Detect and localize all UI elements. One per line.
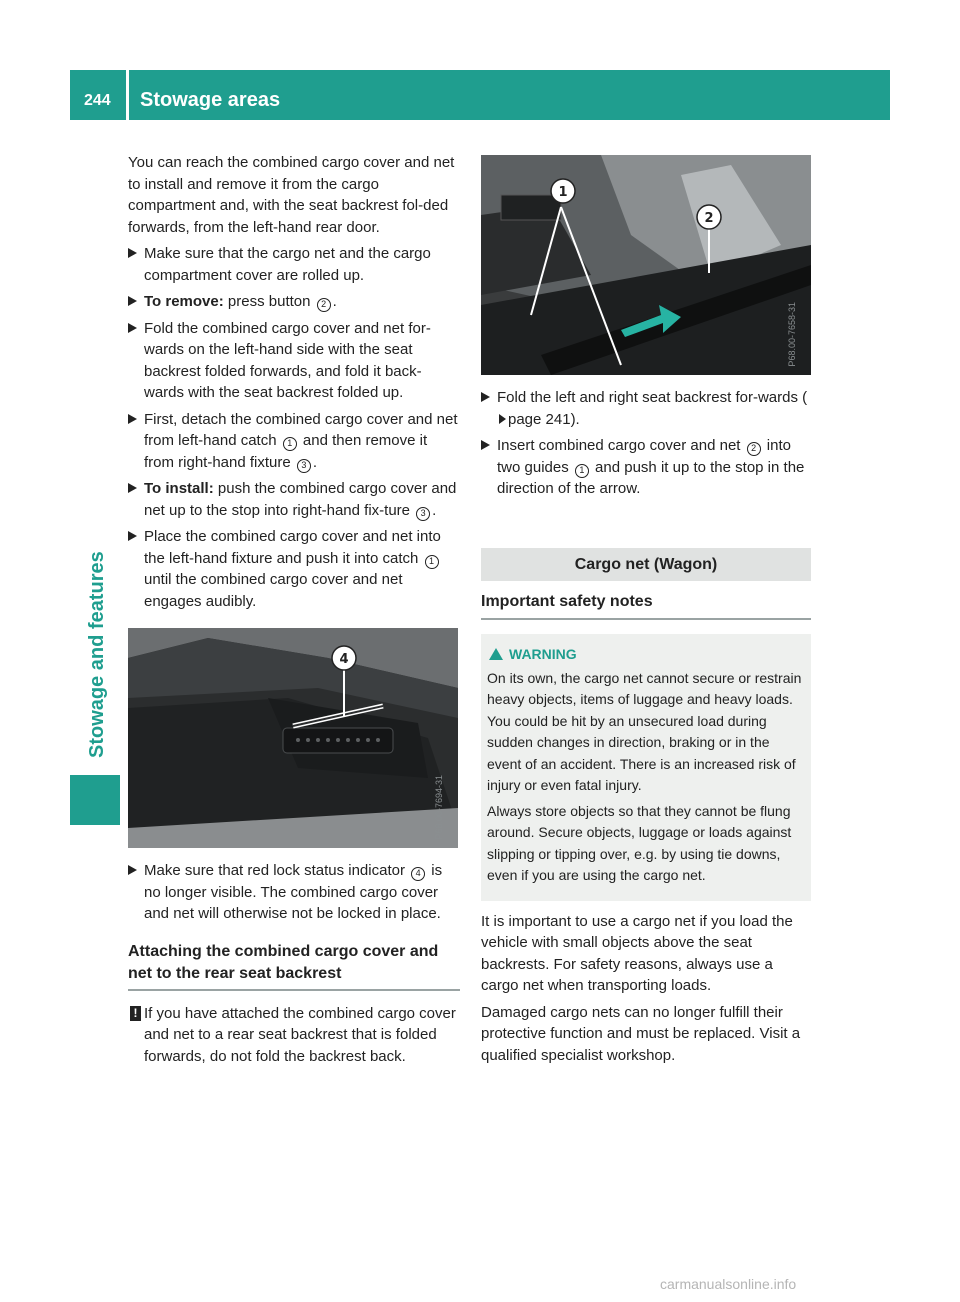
instruction-step	[128, 318, 460, 404]
page-header	[70, 70, 890, 120]
left-column	[128, 152, 460, 1071]
section-subheading: Important safety notes	[481, 581, 811, 620]
warning-title: WARNING	[509, 646, 577, 662]
instruction-step	[128, 291, 460, 313]
step-text: into two guides	[497, 437, 791, 476]
step-arrow-icon	[128, 414, 137, 424]
instruction-step	[481, 435, 811, 500]
warning-triangle-icon	[489, 648, 503, 660]
step-arrow-icon	[128, 483, 137, 493]
instruction-step	[481, 387, 811, 430]
right-column	[481, 155, 811, 1071]
step-text: and push it up to the stop in the direction of the arrow.	[497, 458, 805, 497]
callout-number-icon: 3	[297, 459, 311, 473]
step-text: press button	[223, 293, 315, 310]
step-arrow-icon	[128, 296, 137, 306]
callout-number-icon: 2	[317, 298, 331, 312]
step-text: page 241).	[508, 410, 580, 428]
watermark: carmanualsonline.info	[660, 1276, 797, 1292]
step-arrow-icon	[128, 531, 137, 541]
section-subheading: Attaching the combined cargo cover and net to the rear seat backrest	[128, 941, 460, 991]
instruction-step	[128, 243, 460, 286]
intro-paragraph: You can reach the combined cargo cover and net to install and remove it from the cargo compartment and, with the seat backrest fol-ded forwards, from the left-hand rear door.	[128, 154, 455, 236]
chapter-sidebar	[70, 120, 120, 1170]
body-paragraph: Damaged cargo nets can no longer fulfill their protective function and must be replaced. Visit a qualified specialist workshop.	[481, 1003, 801, 1064]
step-text: push the combined cargo cover and net up to the stop into right-hand fix-ture	[144, 480, 457, 519]
callout-number-icon: 1	[575, 464, 589, 478]
callout-number-icon: 3	[416, 507, 430, 521]
step-label: To remove:	[144, 293, 224, 310]
step-arrow-icon	[128, 323, 137, 333]
step-text: Fold the left and right seat backrest for-wards (	[497, 389, 808, 406]
instruction-step	[128, 860, 460, 925]
image-callout: 2	[704, 211, 714, 226]
header-divider	[126, 70, 129, 120]
step-arrow-icon	[481, 440, 490, 450]
chapter-tab	[70, 775, 120, 825]
notice-text: If you have attached the combined cargo cover and net to a rear seat backrest that is folded forwards, do not fold the backrest back.	[144, 1004, 456, 1065]
body-paragraph: It is important to use a cargo net if you load the vehicle with small objects above the seat backrests. For safety reasons, always use a cargo net when transporting loads.	[481, 912, 793, 994]
page-reference-icon	[499, 414, 506, 424]
step-arrow-icon	[128, 865, 137, 875]
page-number: 244	[84, 92, 111, 109]
image-callout: 1	[558, 185, 568, 200]
notice-block	[128, 1003, 460, 1068]
callout-number-icon: 1	[283, 437, 297, 451]
callout-number-icon: 2	[747, 442, 761, 456]
step-text: is no longer visible. The combined cargo cover and net will otherwise not be locked in place.	[144, 862, 443, 922]
instruction-step	[128, 526, 460, 612]
warning-text: Always store objects so that they cannot be flung around. Secure objects, luggage or loads against slipping or tipping over, e.g. by using tie downs, even if you are using the cargo net.	[487, 802, 792, 883]
image-reference-code: P68.00-7694-31	[433, 775, 444, 840]
step-text: .	[432, 501, 437, 519]
step-text: .	[312, 453, 318, 471]
step-arrow-icon	[481, 392, 490, 402]
page-title: Stowage areas	[140, 89, 281, 111]
warning-box	[481, 634, 811, 901]
step-text: Make sure that red lock status indicator	[144, 862, 410, 879]
step-text: until the combined cargo cover and net engages audibly.	[144, 571, 403, 610]
step-text: Place the combined cargo cover and net into the left-hand fixture and push it into catch	[144, 528, 441, 567]
warning-header	[487, 644, 805, 666]
guides-illustration	[481, 155, 811, 375]
callout-number-icon: 1	[425, 555, 439, 569]
warning-text: On its own, the cargo net cannot secure or restrain heavy objects, items of luggage and heavy loads. You could be hit by an unsecured load during sudden changes in direction, braking or in the event of an accident. There is an increased risk of injury or even fatal injury.	[487, 669, 802, 793]
callout-number-icon: 4	[411, 867, 425, 881]
step-text: and then remove it from right-hand fixture	[144, 432, 428, 471]
step-text: First, detach the combined cargo cover and net from left-hand catch	[144, 410, 458, 449]
lock-indicator-illustration	[128, 628, 458, 848]
lock-indicator-photo	[128, 628, 458, 848]
image-reference-code: P68.00-7658-31	[786, 302, 797, 367]
step-text: .	[332, 293, 337, 310]
step-arrow-icon	[128, 248, 137, 258]
exclamation-icon: !	[130, 1006, 141, 1021]
step-text: Fold the combined cargo cover and net for-wards on the left-hand side with the seat backrest folded forwards, and fold it back-wards with the seat backrest folded up.	[144, 319, 431, 401]
step-text: Insert combined cargo cover and net	[497, 437, 745, 454]
step-label: To install:	[144, 480, 214, 497]
instruction-step	[128, 478, 460, 521]
section-heading-bar: Cargo net (Wagon)	[481, 548, 811, 582]
chapter-label: Stowage and features	[86, 551, 108, 758]
step-text: Make sure that the cargo net and the cargo compartment cover are rolled up.	[144, 245, 431, 284]
image-callout: 4	[339, 652, 349, 667]
guides-photo	[481, 155, 811, 375]
instruction-step	[128, 409, 460, 474]
